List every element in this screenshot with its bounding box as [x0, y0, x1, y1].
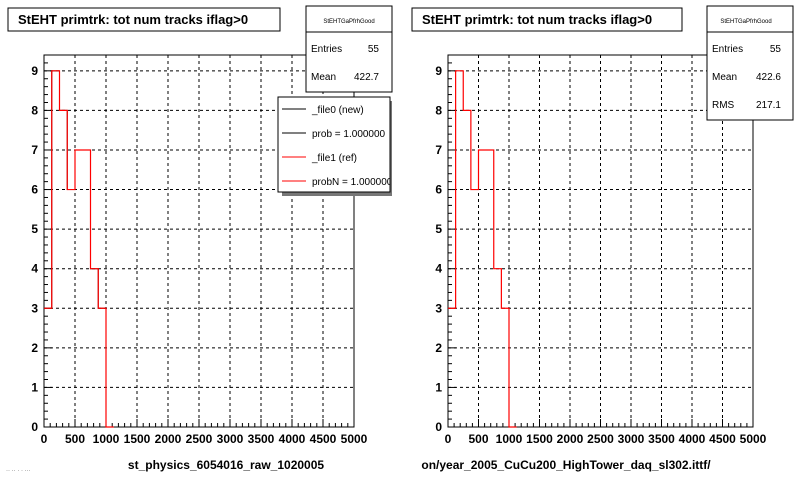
y-tick-label: 1	[435, 380, 442, 395]
x-tick-label: 2000	[154, 432, 182, 446]
y-tick-label: 3	[435, 301, 442, 316]
left-stats-box	[306, 6, 392, 92]
y-tick-label: 0	[435, 420, 442, 434]
x-tick-label: 3500	[247, 432, 275, 446]
y-tick-label: 6	[435, 182, 442, 197]
y-tick-label: 7	[31, 142, 38, 157]
right-stats-entries-label: Entries	[712, 44, 744, 55]
x-tick-label: 5000	[739, 432, 767, 446]
y-tick-label: 8	[31, 103, 38, 118]
right-stats-mean-label: Mean	[712, 72, 738, 83]
x-tick-label: 2000	[556, 432, 584, 446]
left-stats-entries-value: 55	[367, 44, 379, 55]
right-stats-rms-value: 217.1	[755, 100, 781, 111]
x-tick-label: 2500	[587, 432, 614, 446]
legend-label-prob: prob = 1.000000	[312, 129, 386, 140]
left-stats-name: StEHTGaPfrhGood	[323, 19, 375, 25]
x-tick-label: 500	[64, 432, 86, 446]
y-tick-label: 2	[435, 340, 442, 355]
y-tick-label: 5	[31, 222, 38, 237]
right-stats-name: StEHTGaPfrhGood	[720, 19, 772, 25]
left-stats-mean-value: 422.7	[353, 72, 379, 83]
x-tick-label: 3500	[648, 432, 675, 446]
x-tick-label: 4500	[309, 432, 337, 446]
x-tick-label: 3000	[216, 432, 244, 446]
y-tick-label: 3	[31, 301, 38, 316]
right-stats-box	[707, 6, 793, 120]
left-title: StEHT primtrk: tot num tracks iflag>0	[18, 12, 249, 27]
y-tick-label: 5	[435, 222, 442, 237]
left-xaxis-label: st_physics_6054016_raw_1020005	[127, 458, 325, 472]
right-xaxis-label: on/year_2005_CuCu200_HighTower_daq_sl302.ittf/	[421, 458, 711, 472]
y-tick-label: 1	[31, 380, 38, 395]
y-tick-label: 0	[31, 420, 38, 434]
y-tick-label: 9	[435, 63, 442, 78]
y-tick-label: 4	[435, 261, 442, 276]
y-tick-label: 7	[435, 142, 442, 157]
x-tick-label: 2500	[185, 432, 213, 446]
x-tick-label: 4000	[278, 432, 306, 446]
x-tick-label: 0	[40, 432, 48, 446]
left-stats-mean-label: Mean	[311, 72, 337, 83]
y-tick-label: 8	[435, 103, 442, 118]
x-tick-label: 1000	[92, 432, 120, 446]
y-tick-label: 2	[31, 340, 38, 355]
x-tick-label: 5000	[340, 432, 368, 446]
left-legend	[278, 97, 393, 196]
y-tick-label: 6	[31, 182, 38, 197]
x-tick-label: 0	[444, 432, 452, 446]
x-tick-label: 4500	[709, 432, 736, 446]
x-tick-label: 1500	[526, 432, 553, 446]
x-tick-label: 1500	[123, 432, 151, 446]
legend-label-probn: probN = 1.000000	[312, 177, 393, 188]
x-tick-label: 1000	[495, 432, 523, 446]
x-tick-label: 3000	[617, 432, 645, 446]
right-title: StEHT primtrk: tot num tracks iflag>0	[422, 12, 653, 27]
left-stats-entries-label: Entries	[311, 44, 343, 55]
y-tick-label: 4	[31, 261, 38, 276]
right-stats-entries-value: 55	[769, 44, 781, 55]
right-stats-rms-label: RMS	[712, 100, 735, 111]
x-tick-label: 4000	[678, 432, 706, 446]
right-stats-mean-value: 422.6	[755, 72, 781, 83]
x-tick-label: 500	[468, 432, 489, 446]
legend-label-ref: _file1 (ref)	[312, 153, 358, 164]
left-footer-text: ·· ·· · · ···	[6, 468, 31, 474]
y-tick-label: 9	[31, 63, 38, 78]
legend-label-new: _file0 (new)	[312, 105, 364, 116]
